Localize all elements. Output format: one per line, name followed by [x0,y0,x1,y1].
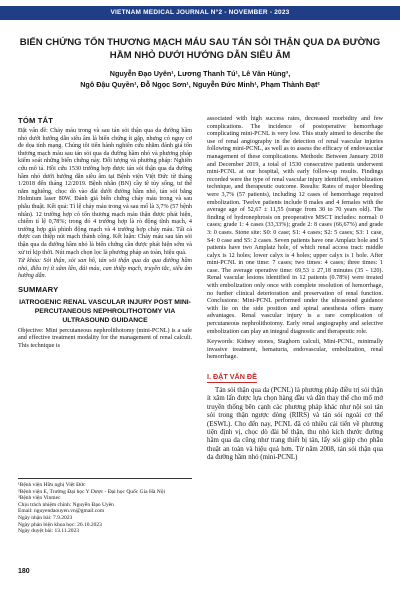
summary-vn-keywords: Từ khóa: Sỏi thận, sỏi san hô, tán sỏi thận qua da qua đường hầm nhỏ, điều trị ít xâm lấn, đái máu, can thiệp mạch, truyền tắc, siêu âm hướng dẫn. [18,258,192,280]
authors-line-2: Ngô Đậu Quyền¹, Đỗ Ngọc Sơn¹, Nguyễn Đức Minh¹, Phạm Thành Đạt² [80,80,320,89]
summary-en-heading: SUMMARY [18,284,59,294]
footnote-affiliation-2: ²Bệnh viện E, Trường Đại học Y Dược - Đại học Quốc Gia Hà Nội [18,488,165,495]
authors-line-1: Nguyễn Đạo Uyên¹, Lương Thanh Tú¹, Lê Văn Hùng³, [109,69,291,78]
footnote-affiliation-3: ³Bệnh viện Vinmec [18,495,61,502]
summary-vn-heading: TÓM TẮT [18,116,54,125]
keywords-english: Keywords: Kidney stones, Staghorn calculi, Mini-PCNL, minimally invasive treatment, hematuria, endovascular, embolization, renal hemorrhage. [207,339,383,361]
right-column [207,116,383,463]
footnote-affiliation-1: ¹Bệnh viện Hữu nghị Việt Đức [18,482,86,488]
introduction-heading: I. ĐẶT VẤN ĐỀ [207,372,257,381]
journal-header: VIETNAM MEDICAL JOURNAL N°2 - NOVEMBER - 2023 [0,6,400,20]
footnote-email: Email: nguyendaouyen.vn@gmail.com [18,508,105,515]
left-column [18,116,192,351]
summary-en-start: Objective: Mini percutaneous nephrolithotomy (mini-PCNL) is a safe and effective treatment modality for the management of renal calculi. This technique is [18,327,192,350]
summary-en-continued: associated with high success rates, decreased morbidity and few complications. The incidence of postoperative hemorrhage complicating mini-PCNL is very low. This study aimed to describe the use of renal angiography in the detection of renal vascular injuries following mini-PCNL, as well as to assess the efficacy of endovascular management of these complications. Methods: Between January 2018 and December 2019, a total of 1530 consecutive patients underwent mini-PCNL at our hospital, with early follow-up results. Findings recorded were the type of renal vascular injury identified, embolization technique, and therapeutic outcome. Results: Rates of major bleeding were 3,7% (57 patients), including 12 cases of hemorrhage required embolization. Twelve patients include 8 males and 4 females with the average age of 52,67 ± 11,55 (range from 30 to 70 years old). The finding of hydronephrosis on preoperative MSCT includes: normal: 0 cases; grade 1: 4 cases (33,33%); grade 2: 8 cases (66,67%) and grade 3: 0 cases. Stone site: S0: 0 case; S1: 4 cases; S2: 5 cases; S3: 1 case, S4: 0 case and S5: 2 cases. Seven patients have one Amplatz hole and 5 patients have two Amplatz hole, of which renal access tract: middle calyx is 12 holes; lower calyx is 4 holes; upper calyx is 1 hole. After mini-PCNL in one time: 7 cases; two times: 4 cases; three times: 1 case. The average operative time: 69,53 ± 27,18 minutes (35 - 120). Renal vascular lesions identified in 12 patients (0.78%) were treated with embolization only once with complete resolution of hemorrhage, no further clinical deterioration and preservation of renal function. Conclusions: Mini-PCNL performed under the ultrasound guidance with lie on the side position and spinal anesthesia offers many advantages. Renal vascular injury is a rare complication of percutaneous nephrolithotomy. Early renal angiography and selective embolization can play an integral diagnostic and therapeutic role. [207,116,383,335]
page-number: 180 [18,568,30,575]
footnotes [18,478,192,535]
footnote-review-date: Ngày phản biện khoa học: 26.10.2023 [18,521,102,528]
article-title-english: IATROGENIC RENAL VASCULAR INJURY POST MINI-PERCUTANEOUS NEPHROLITHOTOMY VIA ULTRASOUND GUIDANCE [19,298,191,324]
summary-vn-text: Đặt vấn đề: Chảy máu trong và sau tán sỏi thận qua da đường hầm nhỏ dưới hướng dẫn siêu âm là biến chứng ít gặp, nhưng có nguy cơ đe dọa tính mạng. Chúng tôi tiến hành nghiên cứu nhằm đánh giá tổn thương mạch máu sau tán sỏi qua da đường hầm nhỏ và phương pháp kiểm soát những biến chứng này. Đối tượng và phương pháp: Nghiên cứu mô tả. Hồi cứu 1530 trường hợp được tán sỏi thận qua da đường hầm nhỏ dưới hướng dẫn siêu âm tại Bệnh viện Việt Đức từ tháng 1/2018 đến tháng 12/2019. Bệnh nhân (BN) cầy tê tủy sống, tư thế nằm nghiêng, chọc dò vào đài dưới đường hầm nhỏ, tán sỏi bằng Holmium laser 80W. Đánh giá biến chứng chảy máu trong và sau phẫu thuật. Kết quả: Tỉ lệ chảy máu trong và sau mổ là 3,7% (57 bệnh nhân). 12 trường hợp có tổn thương mạch máu thận được phát hiện, chiếm tỉ lệ 0,78%; trong đó 4 trường hợp là rò động tĩnh mạch, 4 trường hợp giả phình động mạch và 4 trường hợp chảy máu. Tất cả được can thiệp nút mạch thành công. Kết luận: Chảy máu sau tán sỏi thận qua da đường hầm nhỏ là biến chứng cần được phát hiện sớm và xử trí kịp thời. Nút mạch chọn lọc là phương pháp an toàn, hiệu quả. [18,128,192,256]
introduction-text: Tán sỏi thận qua da (PCNL) là phương pháp điều trị sỏi thận ít xâm lấn được lựa chọn hàng đầu và dần thay thế cho mổ mở truyền thống bên cạnh các phương pháp khác như nội soi tán sỏi trong thận ngược dòng (RIRS) và tán sỏi ngoài cơ thể (ESWL). Cho đến nay, PCNL đã có nhiều cải tiến về phương tiện định vị, chọc dò đài bể thận, thu nhỏ kích thước đường hầm qua da cũng như trang thiết bị tán, lấy sỏi giúp cho phẫu thuật an toàn và hiệu quả hơn. Từ năm 2008, tán sỏi thận qua da đường hầm nhỏ (mini-PCNL) [207,387,383,462]
footnote-accepted-date: Ngày duyệt bài: 13.11.2023 [18,528,80,535]
footnote-received-date: Ngày nhận bài: 7.9.2023 [18,514,73,521]
footnote-corresponding-author: Chịu trách nhiệm chính: Nguyễn Đạo Uyên [18,501,114,508]
article-title-vietnamese: BIẾN CHỨNG TỔN THƯƠNG MẠCH MÁU SAU TÁN SỎI THẬN QUA DA ĐƯỜNG HẦM NHỎ DƯỚI HƯỚNG DẪN SIÊU ÂM [19,37,381,61]
author-list [18,68,382,90]
